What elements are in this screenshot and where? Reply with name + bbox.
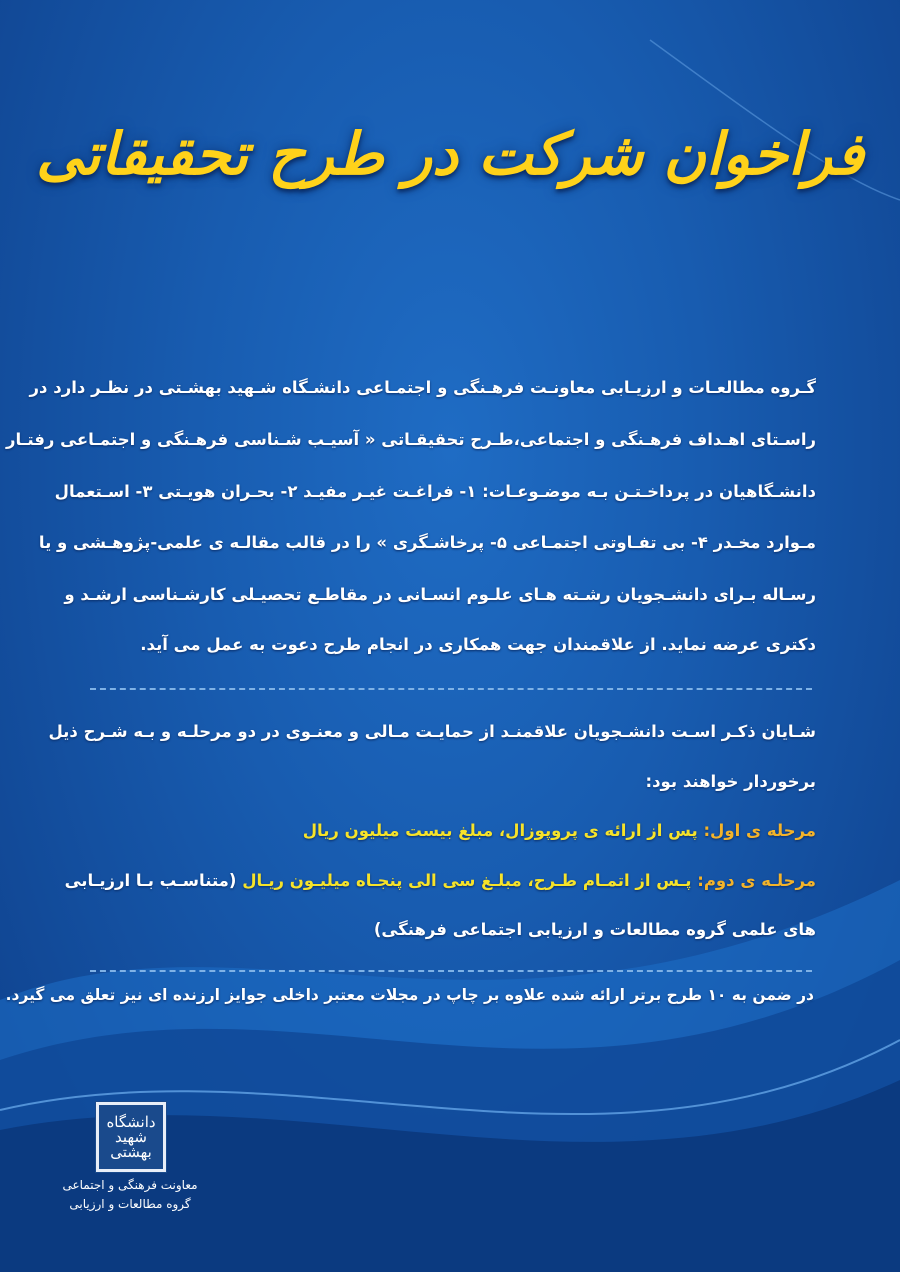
stage-2-note: (متناسـب بـا ارزیـابی: [64, 871, 237, 890]
intro-line: دکتری عرضه نماید. از علاقمندان جهت همکاری در انجام طرح دعوت به عمل می آید.: [140, 635, 816, 654]
logo-text: دانشگاه شهید بهشتی: [106, 1112, 156, 1161]
stage-2-label: مرحلـه ی دوم:: [697, 871, 816, 890]
intro-line: راسـتای اهـداف فرهـنگی و اجتماعی،طـرح تحقیقـاتی « آسیـب شـناسی فرهـنگی و اجتمـاعی رفتـار: [6, 430, 816, 449]
support-line: برخوردار خواهند بود:: [645, 772, 816, 791]
org-line-1: معاونت فرهنگی و اجتماعی: [62, 1178, 198, 1192]
intro-line: مـوارد مخـدر ۴- بی تفـاوتی اجتمـاعی ۵- پرخاشـگری » را در قالب مقالـه ی علمی-پژوهـشی و یا: [38, 533, 816, 552]
stage-1-text: پس از ارائه ی پروپوزال، مبلغ بیست میلیون ریال: [302, 821, 698, 840]
intro-line: گـروه مطالعـات و ارزیـابی معاونـت فرهـنگی و اجتمـاعی دانشـگاه شـهید بهشـتی در نظـر دارد در: [29, 378, 816, 397]
support-line: شـایان ذکـر اسـت دانشـجویان علاقمنـد از حمایـت مـالی و معنـوی در دو مرحلـه و بـه شـرح ذیل: [48, 722, 816, 741]
divider: [90, 970, 812, 972]
stage-1-label: مرحله ی اول:: [703, 821, 816, 840]
page-title: فراخوان شرکت در طرح تحقیقاتی: [36, 120, 864, 188]
org-line-2: گروه مطالعات و ارزیابی: [69, 1197, 191, 1211]
stage-2-note-cont: های علمی گروه مطالعات و ارزیابی اجتماعی فرهنگی): [373, 920, 816, 939]
intro-line: دانشـگاهیان در پرداخـتـن بـه موضـوعـات: ۱- فراغـت غیـر مفیـد ۲- بحـران هویـتی ۳- اسـتعمال: [54, 482, 816, 501]
footer-note: در ضمن به ۱۰ طرح برتر ارائه شده علاوه بر چاپ در مجلات معتبر داخلی جوایز ارزنده ای نیز تعلق می گیرد.: [5, 986, 814, 1004]
stage-1: [88, 821, 816, 840]
university-logo: [96, 1102, 166, 1172]
stage-2-text: پـس از اتمـام طـرح، مبلـغ سی الی پنجـاه میلیـون ریـال: [242, 871, 692, 890]
intro-line: رسـاله بـرای دانشـجویان رشـته هـای علـوم انسـانی در مقاطـع تحصیـلی کارشـناسی ارشـد و: [64, 585, 816, 604]
stage-2: [64, 871, 816, 890]
divider: [90, 688, 812, 690]
